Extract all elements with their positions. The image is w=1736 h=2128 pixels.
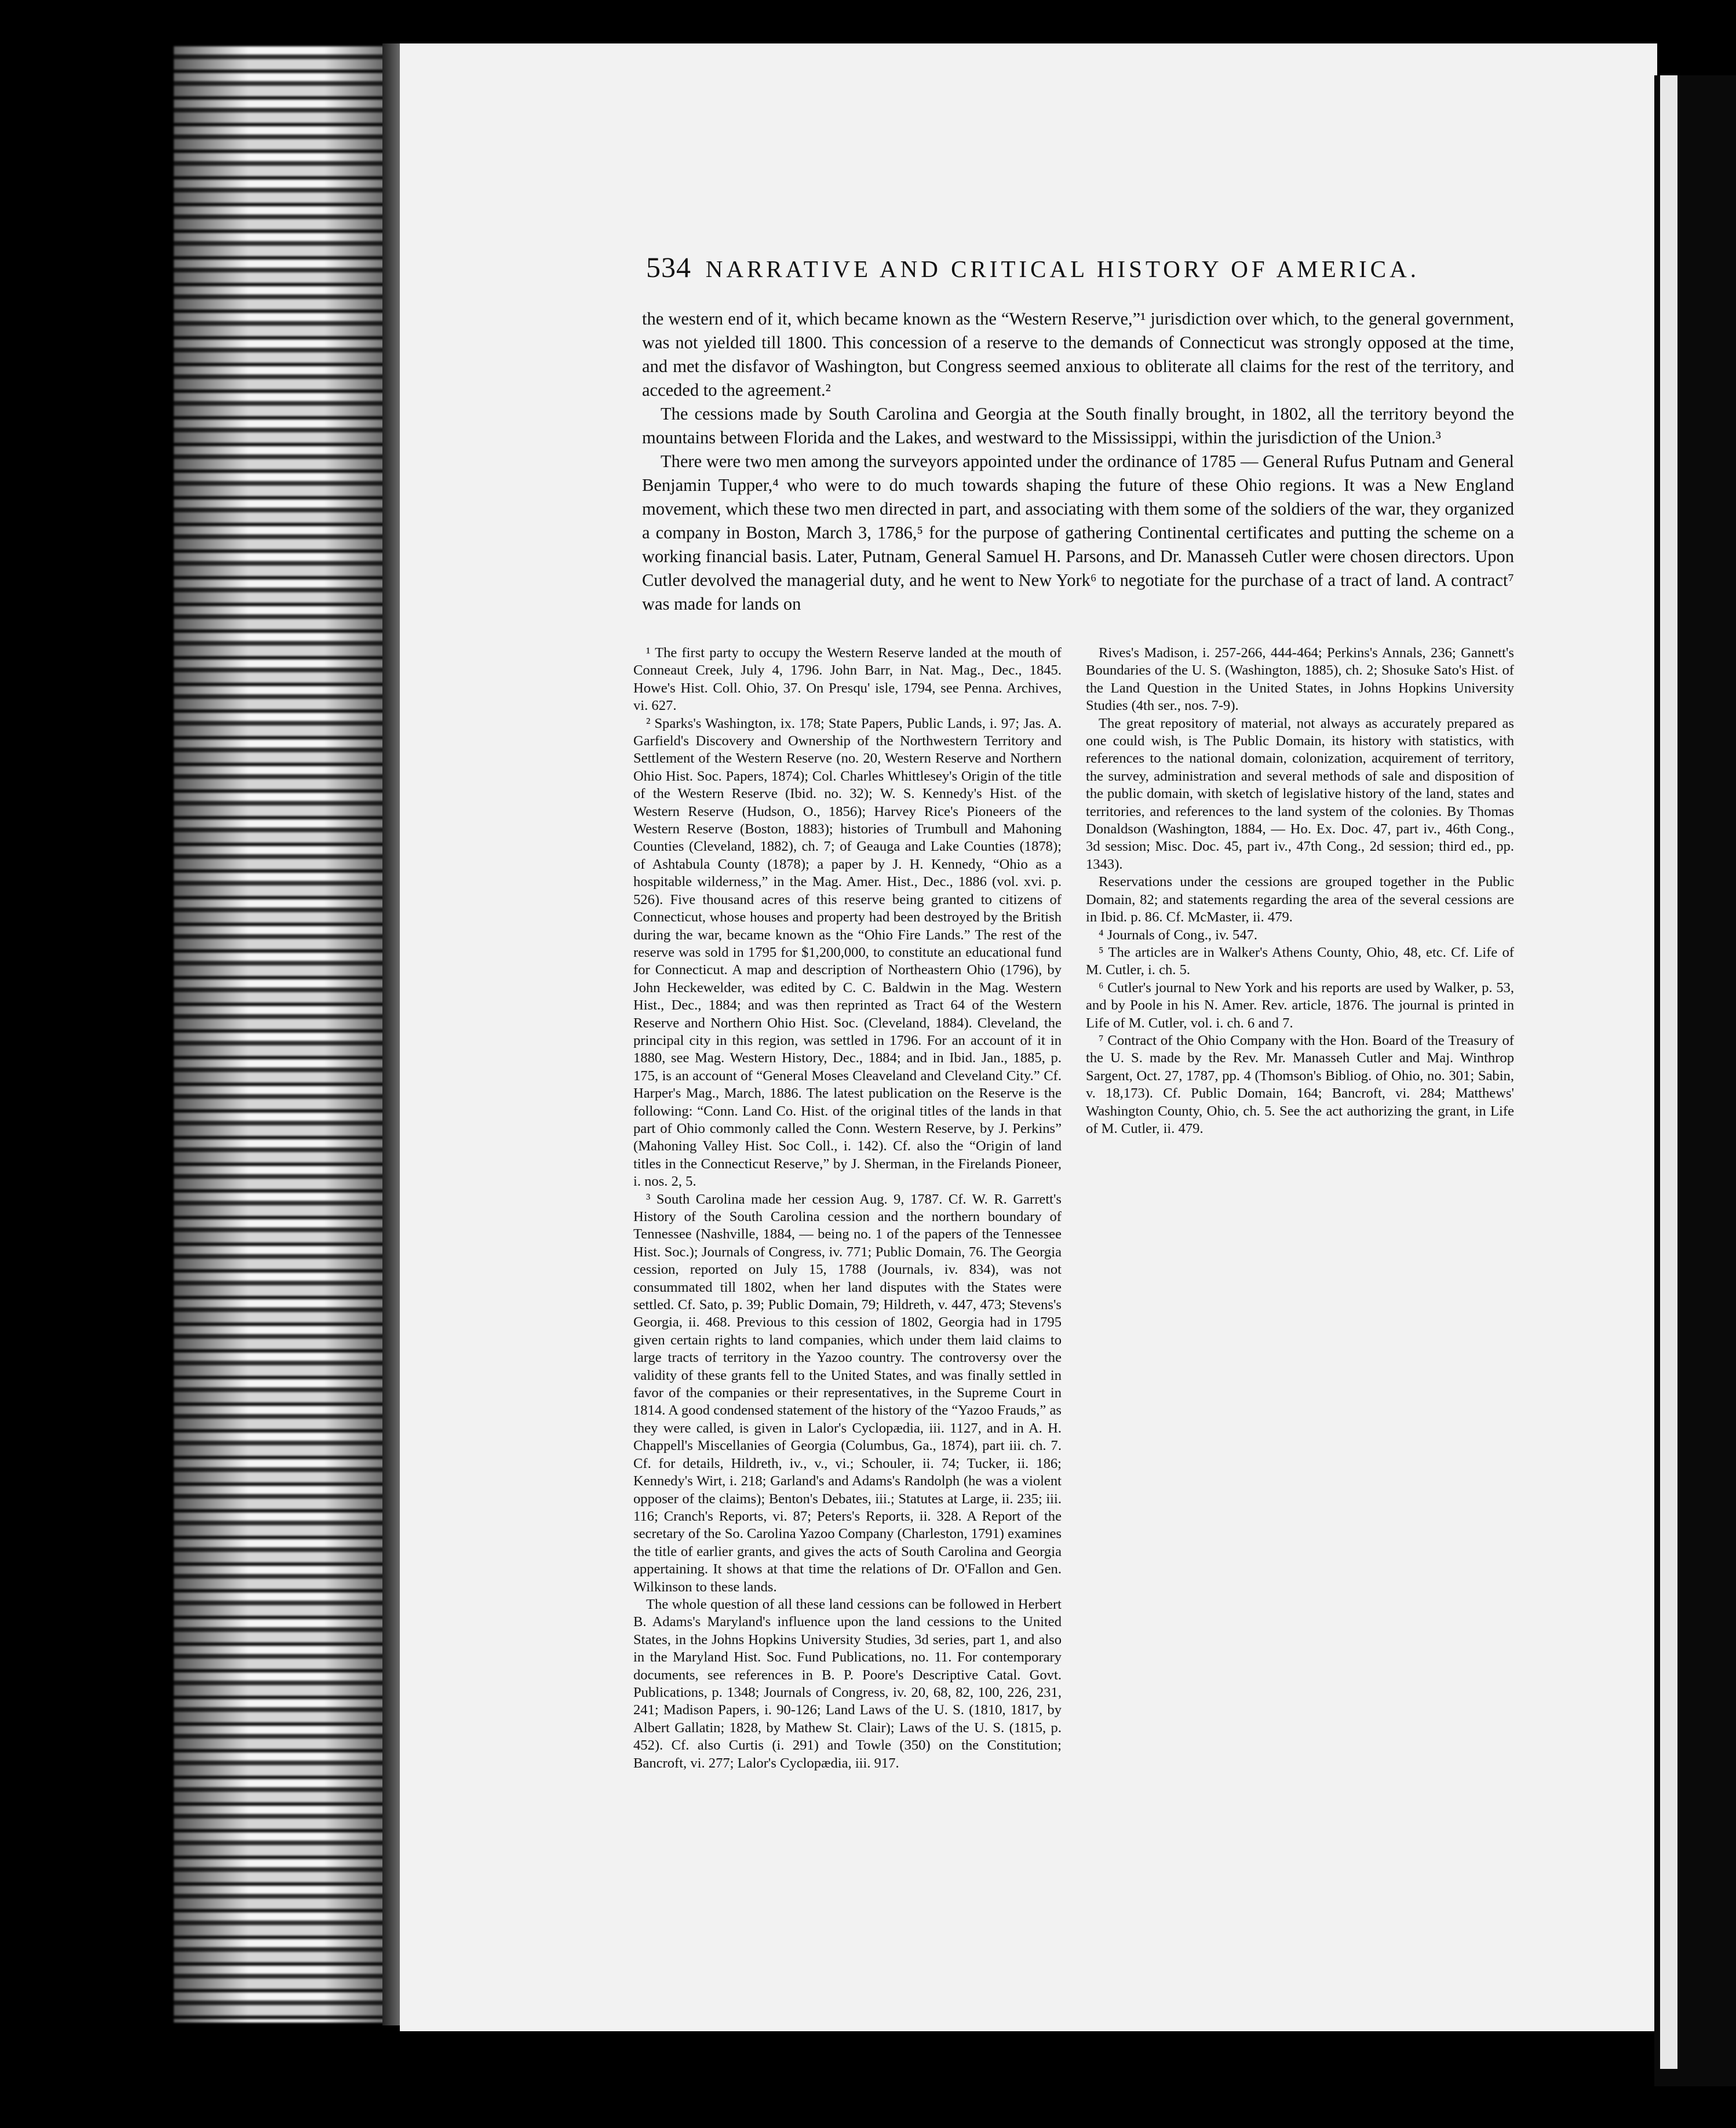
- footnotes: [633, 644, 1514, 1786]
- footnote: ⁵ The articles are in Walker's Athens County, Ohio, 48, etc. Cf. Life of M. Cutler, i. ch. 5.: [1086, 944, 1514, 978]
- body-paragraph: the western end of it, which became known as the “Western Reserve,”¹ jurisdiction over which, to the general government, was not yielded till 1800. This concession of a reserve to the demands of Connecticut was strongly opposed at the time, and met the disfavor of Washington, but Congress seemed anxious to obliterate all claims for the rest of the territory, and acceded to the agreement.²: [642, 309, 1514, 400]
- footnote: ³ South Carolina made her cession Aug. 9, 1787. Cf. W. R. Garrett's History of the South Carolina cession and the northern boundary of Tennessee (Nashville, 1884, — being no. 1 of the papers of the Tennessee Hist. Soc.); Journals of Congress, iv. 771; Public Domain, 76. The Georgia cession, reported on July 15, 1788 (Journals, iv. 834), was not consummated till 1802, when her land disputes with the States were settled. Cf. Sato, p. 39; Public Domain, 79; Hildreth, v. 447, 473; Stevens's Georgia, ii. 468. Previous to this cession of 1802, Georgia had in 1795 given certain rights to land companies, which under them laid claims to large tracts of territory in the Yazoo country. The controversy over the validity of these grants fell to the United States, and was finally settled in favor of the companies or their representatives, in the Supreme Court in 1814. A good condensed statement of the history of the “Yazoo Frauds,” as they were called, is given in Lalor's Cyclopædia, iii. 1127, and in A. H. Chappell's Miscellanies of Georgia (Columbus, Ga., 1874), part iii. ch. 7. Cf. for details, Hildreth, iv., v., vi.; Schouler, ii. 74; Tucker, ii. 186; Kennedy's Wirt, i. 218; Garland's and Adams's Randolph (he was a violent opposer of the claims); Benton's Debates, iii.; Statutes at Large, ii. 235; iii. 116; Cranch's Reports, vi. 87; Peters's Reports, ii. 328. A Report of the secretary of the So. Carolina Yazoo Company (Charleston, 1791) examines the title of earlier grants, and gives the acts of South Carolina and Georgia appertaining. It shows at that time the relations of Dr. O'Fallon and Gen. Wilkinson to these lands.: [633, 1191, 1062, 1595]
- book-page-edges: [174, 46, 388, 2023]
- page-number: 534: [646, 251, 691, 283]
- running-title: NARRATIVE AND CRITICAL HISTORY OF AMERICA.: [705, 256, 1420, 282]
- footnote: ⁷ Contract of the Ohio Company with the Hon. Board of the Treasury of the U. S. made by the Rev. Mr. Manasseh Cutler and Maj. Winthrop Sargent, Oct. 27, 1787, pp. 4 (Thomson's Bibliog. of Ohio, no. 301; Sabin, v. 18,173). Cf. Public Domain, 164; Bancroft, vi. 284; Matthews' Washington County, Ohio, ch. 5. See the act authorizing the grant, in Life of M. Cutler, ii. 479.: [1086, 1032, 1514, 1136]
- footnote: ⁴ Journals of Cong., iv. 547.: [1099, 927, 1258, 943]
- body-paragraph: The cessions made by South Carolina and Georgia at the South finally brought, in 1802, all the territory beyond the mountains between Florida and the Lakes, and westward to the Mississippi, within the jurisdiction of the Union.³: [642, 404, 1514, 447]
- running-head: [646, 250, 1420, 284]
- footnote: Reservations under the cessions are grouped together in the Public Domain, 82; and statements regarding the area of the several cessions are in Ibid. p. 86. Cf. McMaster, ii. 479.: [1086, 874, 1514, 925]
- footnote: ² Sparks's Washington, ix. 178; State Papers, Public Lands, i. 97; Jas. A. Garfield's Discovery and Ownership of the Northwestern Territory and Settlement of the Western Reserve (no. 20, Western Reserve and Northern Ohio Hist. Soc. Papers, 1874); Col. Charles Whittlesey's Origin of the title of the Western Reserve (Ibid. no. 32); W. S. Kennedy's Hist. of the Western Reserve (Hudson, O., 1856); Harvey Rice's Pioneers of the Western Reserve (Boston, 1883); histories of Trumbull and Mahoning Counties (Cleveland, 1882), ch. 7; of Geauga and Lake Counties (1878); of Ashtabula County (1878); a paper by J. H. Kennedy, “Ohio as a hospitable wilderness,” in the Mag. Amer. Hist., Dec., 1886 (vol. xvi. p. 526). Five thousand acres of this reserve being granted to citizens of Connecticut, whose houses and property had been destroyed by the British during the war, became known as the “Ohio Fire Lands.” The rest of the reserve was sold in 1795 for $1,200,000, to constitute an educational fund for Connecticut. A map and description of Northeastern Ohio (1796), by John Heckewelder, was edited by C. C. Baldwin in the Mag. Western Hist., Dec., 1884; and was then reprinted as Tract 64 of the Western Reserve and Northern Ohio Hist. Soc. (Cleveland, 1884). Cleveland, the principal city in this region, was settled in 1796. For an account of it in 1880, see Mag. Western History, Dec., 1884; and in Ibid. Jan., 1885, p. 175, is an account of “General Moses Cleaveland and Cleveland City.” Cf. Harper's Mag., March, 1886. The latest publication on the Reserve is the following: “Conn. Land Co. Hist. of the original titles of the lands in that part of Ohio commonly called the Conn. Western Reserve, by J. Perkins” (Mahoning Valley Hist. Soc Coll., i. 142). Cf. also the “Origin of land titles in the Connecticut Reserve,” by J. Sherman, in the Firelands Pioneer, i. nos. 2, 5.: [633, 715, 1062, 1190]
- footnote: The great repository of material, not always as accurately prepared as one could wish, is The Public Domain, its history with statistics, with references to the national domain, colonization, acquirement of territory, the survey, administration and several methods of sale and disposition of the public domain, with sketch of legislative history of the land, states and territories, and references to the land system of the colonies. By Thomas Donaldson (Washington, 1884, — Ho. Ex. Doc. 47, part iv., 46th Cong., 3d session; Misc. Doc. 45, part iv., 47th Cong., 2d session; third ed., pp. 1343).: [1086, 715, 1514, 872]
- footnote: ⁶ Cutler's journal to New York and his reports are used by Walker, p. 53, and by Poole in his N. Amer. Rev. article, 1876. The journal is printed in Life of M. Cutler, vol. i. ch. 6 and 7.: [1086, 979, 1514, 1031]
- footnote: ¹ The first party to occupy the Western Reserve landed at the mouth of Conneaut Creek, July 4, 1796. John Barr, in Nat. Mag., Dec., 1845. Howe's Hist. Coll. Ohio, 37. On Presqu' isle, 1794, see Penna. Archives, vi. 627.: [633, 645, 1062, 714]
- main-text: [642, 307, 1514, 616]
- adjacent-page-edge: [1660, 75, 1677, 2069]
- footnote: The whole question of all these land cessions can be followed in Herbert B. Adams's Maryland's influence upon the land cessions to the United States, in the Johns Hopkins University Studies, 3d series, part 1, and also in the Maryland Hist. Soc. Fund Publications, no. 11. For contemporary documents, see references in B. P. Poore's Descriptive Catal. Govt. Publications, p. 1348; Journals of Congress, iv. 20, 68, 82, 100, 226, 231, 241; Madison Papers, i. 90-126; Land Laws of the U. S. (1810, 1817, by Albert Gallatin; 1828, by Mathew St. Clair); Laws of the U. S. (1815, p. 452). Cf. also Curtis (i. 291) and Towle (350) on the Constitution; Bancroft, vi. 277; Lalor's Cyclopædia, iii. 917.: [633, 1596, 1062, 1771]
- footnote: Rives's Madison, i. 257-266, 444-464; Perkins's Annals, 236; Gannett's Boundaries of the U. S. (Washington, 1885), ch. 2; Shosuke Sato's Hist. of the Land Question in the United States, in Johns Hopkins University Studies (4th ser., nos. 7-9).: [1086, 645, 1514, 714]
- body-paragraph: There were two men among the surveyors appointed under the ordinance of 1785 — General Rufus Putnam and General Benjamin Tupper,⁴ who were to do much towards shaping the future of these Ohio regions. It was a New England movement, which these two men directed in part, and associating with them some of the soldiers of the war, they organized a company in Boston, March 3, 1786,⁵ for the purpose of gathering Continental certificates and putting the scheme on a working financial basis. Later, Putnam, General Samuel H. Parsons, and Dr. Manasseh Cutler were chosen directors. Upon Cutler devolved the managerial duty, and he went to New York⁶ to negotiate for the purchase of a tract of land. A contract⁷ was made for lands on: [642, 451, 1515, 614]
